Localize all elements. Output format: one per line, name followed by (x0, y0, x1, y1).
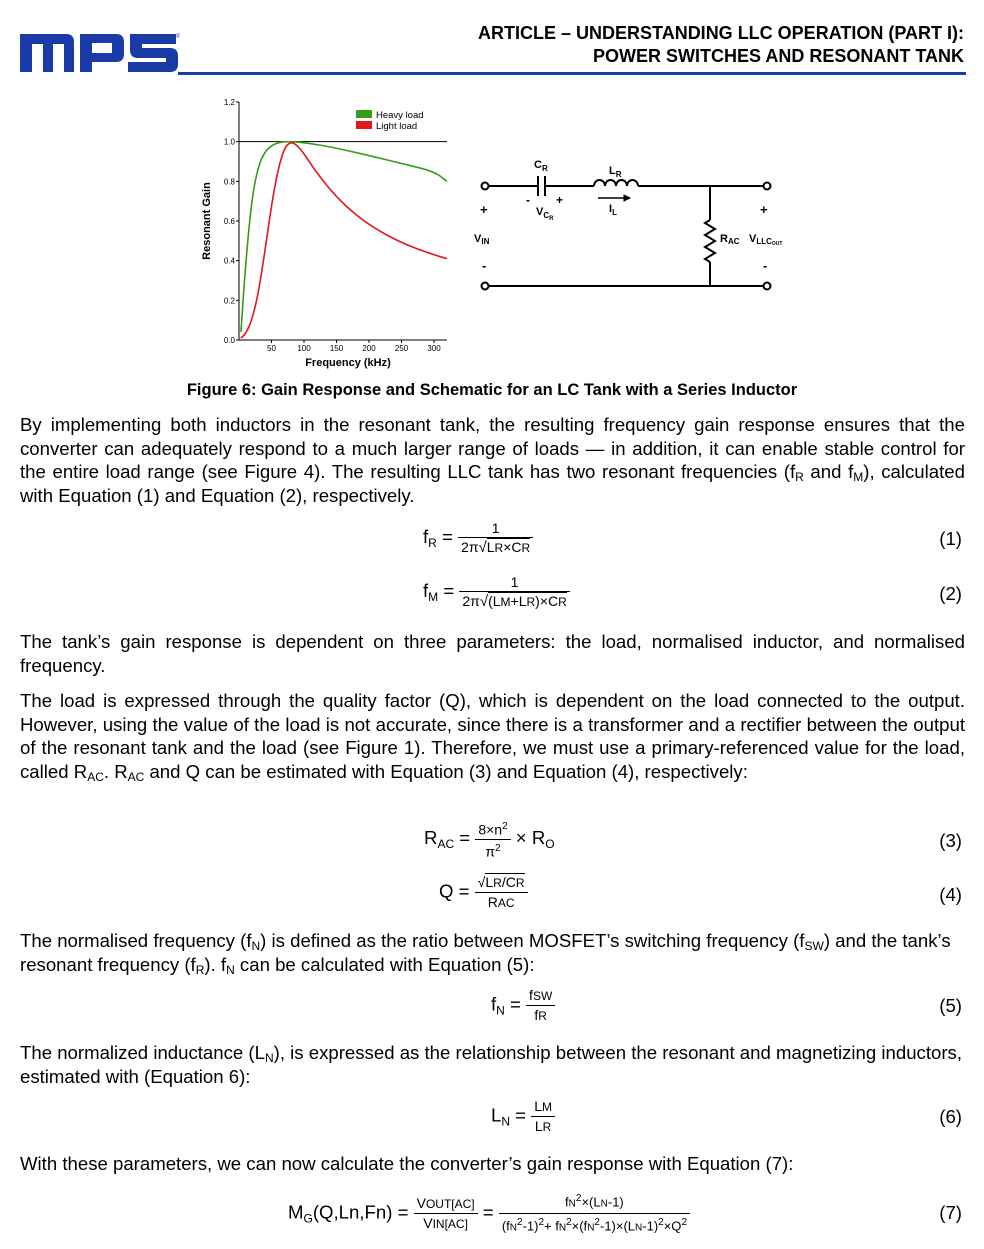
vout-minus: - (763, 258, 768, 273)
y-axis-label: Resonant Gain (201, 182, 213, 260)
il-label: $I_L$ (609, 203, 617, 217)
equation-5: $f_N$ = $\frac{\text{fSW}}{fR}$ (491, 986, 555, 1025)
series-line-0 (241, 142, 447, 332)
vin-label: VIN (474, 233, 490, 246)
paragraph-normalized-inductance: The normalized inductance $(L_N)$, is expressed as the relationship between the resonant and magnetizing inductors, estimated with (Equation 6): (20, 1042, 963, 1087)
article-title (478, 22, 964, 68)
equation-1-number: (1) (939, 528, 962, 549)
mps-logo-mark (20, 28, 180, 74)
series-line-1 (241, 143, 447, 338)
equation-5-number: (5) (939, 995, 962, 1016)
rac-label: RAC (720, 233, 740, 246)
paragraph-load: The load is expressed through the quality factor (Q), which is dependent on the load connected to the output. However, using the value of the load is not accurate, since there is a transformer and a rectifier between the output of the resonant tank and the load (see Figure 1). Therefore, we must use a primary-referenced value for the load, called $R_{AC}$. $R_{AC}$ and Q can be estimated with Equation (3) and Equation (4), respectively: (20, 690, 965, 784)
cap-label: $C_R$ (534, 159, 548, 173)
terminal-out-plus (764, 183, 771, 190)
x-tick-label: 150 (329, 344, 344, 353)
paragraph-gain-intro: With these parameters, we can now calculate the converter’s gain response with Equation (7): (20, 1153, 794, 1174)
equation-7-number: (7) (939, 1202, 962, 1223)
terminal-out-minus (764, 283, 771, 290)
y-tick-label: 0.0 (223, 336, 235, 345)
inductor-label: $L_R$ (609, 165, 622, 179)
paragraph-parameters: The tank’s gain response is dependent on three parameters: the load, normalised inductor, and normalised frequency. (20, 631, 965, 676)
terminal-in-plus (482, 183, 489, 190)
paragraph-normalised-frequency: The normalised frequency $(f_N)$ is defined as the ratio between MOSFET’s switching frequency $(f_{SW})$ and the tank’s resonant frequency $(f_R)$. $f_N$ can be calculated with Equation (5): (20, 930, 951, 977)
terminal-in-minus (482, 283, 489, 290)
svg-text:®: ® (176, 34, 180, 40)
schematic-labels (474, 159, 782, 273)
paragraph-intro: By implementing both inductors in the resonant tank, the resulting frequency gain response ensures that the converter can adequately respond to a much larger range of loads — in addition, it can enable stable control for the entire load range (see Figure 4). The resulting LLC tank has two resonant frequencies ($f_R$ and $f_M$), calculated with Equation (1) and Equation (2), respectively. (20, 414, 965, 506)
vc-plus: + (556, 193, 564, 207)
equation-3: $R_{AC}$ = $\frac{8\times n^2}{\pi^2}$ × $R_O$ (424, 821, 555, 860)
y-tick-label: 0.6 (223, 217, 235, 226)
y-tick-label: 1.0 (223, 137, 235, 147)
equation-4: Q = $\frac{√LR/CR}{\text{RAC}}$ (439, 873, 528, 912)
y-tick-label: 0.2 (223, 296, 235, 306)
y-tick-label: 0.4 (223, 256, 235, 266)
x-tick-label: 200 (362, 344, 376, 353)
equation-7: $M_G(Q,Ln,Fn)$ = $\frac{\text{VOUT[AC]}}{\text{VIN[AC]}}$ = $\frac{fN^2\times(LN-1)}{(fN^2-1)^2+ fN^2\times(fN^2-1)\times(LN-1)^2\times Q^2}$ (288, 1190, 690, 1238)
inductor-coil (594, 180, 638, 186)
resistor-zigzag (705, 220, 715, 262)
equation-4-number: (4) (939, 884, 962, 905)
legend-label-0: Heavy load (376, 110, 424, 121)
vout-label: VLLCOUT (749, 233, 783, 247)
vout-plus: + (760, 202, 768, 217)
article-title-line2: POWER SWITCHES AND RESONANT TANK (593, 46, 964, 66)
article-title-line1: ARTICLE – UNDERSTANDING LLC OPERATION (PART I): (478, 23, 964, 43)
equation-6: $L_N$ = $\frac{LM}{LR}$ (491, 1097, 555, 1136)
legend-swatch-1 (356, 121, 372, 129)
equation-1: $f_R$ = $\frac{1}{2\pi√LR\times CR}$ (423, 519, 533, 557)
x-axis-label: Frequency (kHz) (305, 357, 391, 369)
vc-minus: - (526, 193, 530, 207)
equation-6-number: (6) (939, 1106, 962, 1127)
vin-minus: - (482, 258, 487, 273)
legend-label-1: Light load (376, 121, 418, 132)
gain-chart (190, 92, 790, 382)
x-tick-label: 100 (297, 344, 311, 353)
mps-logo (20, 28, 180, 79)
x-tick-label: 250 (394, 344, 409, 353)
header-rule (178, 72, 966, 75)
equation-3-number: (3) (939, 830, 962, 851)
legend-swatch-0 (356, 110, 372, 118)
equation-2: $f_M$ = $\frac{1}{2\pi√(LM+LR)\times CR}$ (423, 573, 570, 611)
y-tick-label: 0.8 (223, 177, 235, 187)
equation-2-number: (2) (939, 583, 962, 604)
vin-plus: + (480, 202, 488, 217)
x-tick-label: 300 (427, 344, 441, 353)
vc-label: $V_CR$ (536, 206, 554, 222)
figure-6 (190, 92, 790, 382)
figure-caption: Figure 6: Gain Response and Schematic for an LC Tank with a Series Inductor (186, 381, 798, 399)
x-tick-label: 50 (267, 344, 276, 353)
y-tick-label: 1.2 (223, 98, 235, 107)
